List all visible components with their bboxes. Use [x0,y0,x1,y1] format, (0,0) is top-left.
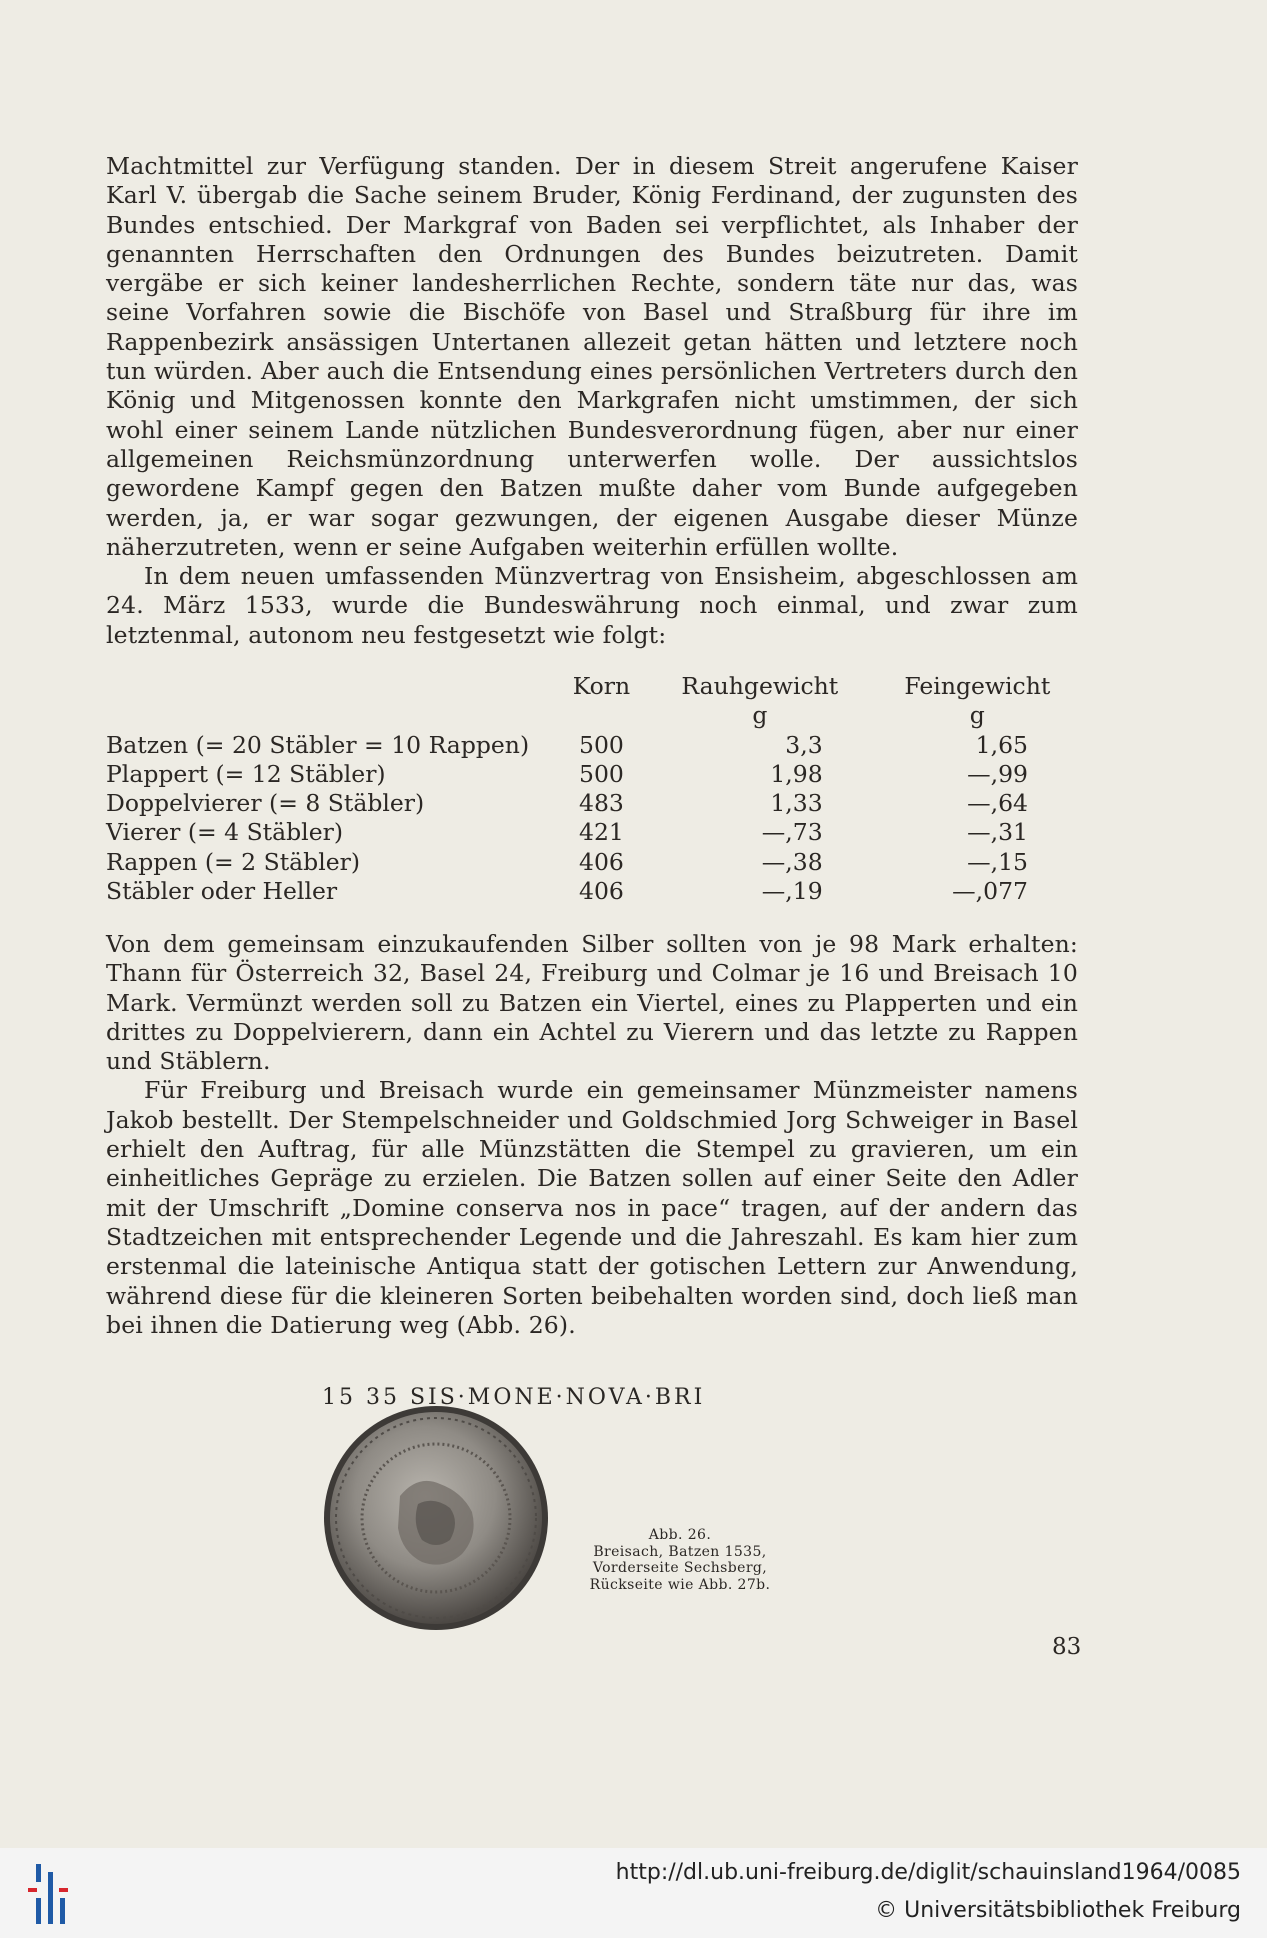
paragraph-1: Machtmittel zur Verfügung standen. Der in diesem Streit angerufene Kaiser Karl V. übergab die Sache seinem Bruder, König Ferdinand, der zugunsten des Bundes entschied. Der Markgraf von Baden sei verpflichtet, als Inhaber der genannten Herrschaften den Ordnungen des Bundes beizutreten. Damit vergäbe er sich keiner landesherrlichen Rechte, sondern täte nur das, was seine Vorfahren sowie die Bischöfe von Basel und Straßburg für ihre im Rappenbezirk ansässigen Untertanen allezeit getan hätten und letztere noch tun würden. Aber auch die Entsendung eines persönlichen Vertreters durch den König und Mitgenossen konnte den Markgrafen nicht umstimmen, der sich wohl einer seinem Lande nützlichen Bundesverordnung fügen, aber nur einer allgemeinen Reichsmünzordnung unterwerfen wolle. Der aussichtslos gewordene Kampf gegen den Batzen mußte daher vom Bunde aufgegeben werden, ja, er war sogar gezwungen, der eigenen Ausgabe dieser Münze näherzutreten, wenn er seine Aufgaben weiterhin erfüllen wollte. [106,152,1078,561]
cell-korn: 406 [579,847,624,876]
unit-name [106,701,560,730]
paragraph-2: In dem neuen umfassenden Münzvertrag von Ensisheim, abgeschlossen am 24. März 1533, wurde die Bundeswährung noch einmal, und zwar zum letztenmal, autonom neu festgesetzt wie folgt: [106,562,1078,649]
header-korn: Korn [572,672,631,700]
cell-korn: 421 [579,818,624,847]
viewer-footer [0,1848,1267,1938]
figure-caption [560,1527,800,1593]
caption-line-1: Breisach, Batzen 1535, [593,1543,767,1560]
ub-freiburg-logo-icon[interactable] [24,1858,84,1930]
cell-name: Stäbler oder Heller [106,877,338,906]
cell-name: Plappert (= 12 Stäbler) [106,759,386,788]
cell-rauhgewicht: 1,33 [770,789,823,818]
table-row [106,818,1078,847]
body-text-top [106,152,1078,650]
cell-korn: 500 [579,730,624,759]
coin-legend: 15 35 SIS·MONE·NOVA·BRI [322,1385,706,1410]
cell-feingewicht: —,15 [967,847,1028,876]
cell-korn: 500 [579,759,624,788]
cell-feingewicht: —,99 [967,759,1028,788]
cell-rauhgewicht: —,73 [761,818,823,847]
cell-feingewicht: —,077 [952,877,1028,906]
cell-name: Vierer (= 4 Stäbler) [106,818,343,847]
cell-feingewicht: —,31 [967,818,1028,847]
table-row [106,760,1078,789]
cell-rauhgewicht: 1,98 [770,759,823,788]
cell-name: Doppelvierer (= 8 Stäbler) [106,789,425,818]
header-rauhgewicht: Rauhgewicht [681,672,839,700]
caption-label: Abb. 26. [648,1527,712,1543]
coin-standard-table [106,672,1078,906]
table-row [106,848,1078,877]
cell-korn: 406 [579,877,624,906]
cell-name: Rappen (= 2 Stäbler) [106,847,361,876]
unit-korn [560,701,643,730]
cell-korn: 483 [579,789,624,818]
table-row [106,877,1078,906]
page-number: 83 [1052,1634,1082,1660]
paragraph-4: Für Freiburg und Breisach wurde ein gemeinsamer Münzmeister namens Jakob bestellt. Der Stempelschneider und Goldschmied Jorg Schweiger in Basel erhielt den Auftrag, für alle Münzstätten die Stempel zu gravieren, um ein einheitliches Gepräge zu erzielen. Die Batzen sollen auf einer Seite den Adler mit der Umschrift „Domine conserva nos in pace“ tragen, auf der andern das Stadtzeichen mit entsprechender Legende und die Jahreszahl. Es kam hier zum erstenmal die lateinische Antiqua statt der gotischen Lettern zur Anwendung, während diese für die kleineren Sorten beibehalten worden sind, doch ließ man bei ihnen die Datierung weg (Abb. 26). [106,1076,1078,1339]
cell-name: Batzen (= 20 Stäbler = 10 Rappen) [106,730,530,759]
cell-feingewicht: 1,65 [975,730,1028,759]
copyright-notice: © Universitätsbibliothek Freiburg [875,1898,1241,1923]
header-feingewicht: Feingewicht [904,672,1051,700]
caption-line-3: Rückseite wie Abb. 27b. [589,1576,771,1593]
table-row [106,789,1078,818]
unit-rauhgewicht: g [752,701,768,730]
table-header-row [106,672,1078,701]
header-name [106,672,560,701]
document-url-link[interactable]: http://dl.ub.uni-freiburg.de/diglit/schauinsland1964/0085 [615,1860,1241,1885]
cell-rauhgewicht: 3,3 [785,730,823,759]
table-row [106,731,1078,760]
cell-rauhgewicht: —,38 [761,847,823,876]
cell-rauhgewicht: —,19 [761,877,823,906]
body-text-bottom [106,930,1078,1340]
table-unit-row [106,701,1078,730]
caption-line-2: Vorderseite Sechsberg, [592,1560,768,1576]
paragraph-3: Von dem gemeinsam einzukaufenden Silber sollten von je 98 Mark erhalten: Thann für Österreich 32, Basel 24, Freiburg und Colmar je 16 und Breisach 10 Mark. Vermünzt werden soll zu Batzen ein Viertel, eines zu Plapperten und ein drittes zu Doppelvierern, dann ein Achtel zu Vierern und das letzte zu Rappen und Stäblern. [106,930,1078,1076]
cell-feingewicht: —,64 [967,789,1028,818]
unit-feingewicht: g [969,701,985,730]
